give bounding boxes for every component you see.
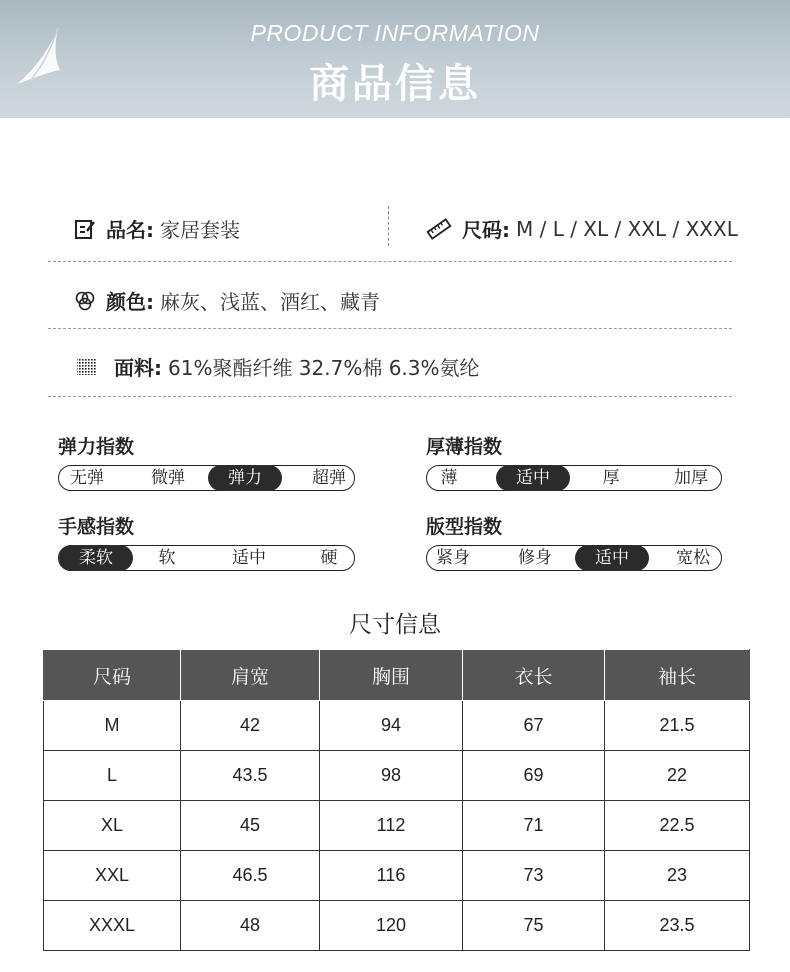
thickness-option: 薄 [440,467,458,488]
thickness-option: 厚 [602,467,620,488]
cell-length: 67 [463,701,605,751]
feel-option: 软 [158,547,176,568]
cell-chest: 112 [320,801,463,851]
divider [48,396,732,397]
thickness-option-selected: 适中 [496,465,570,491]
cell-length: 69 [463,751,605,801]
vertical-divider [388,206,389,246]
elastic-index-scale [58,465,355,491]
size-value: M / L / XL / XXL / XXXL [516,216,738,241]
cell-sleeve: 23.5 [605,901,750,951]
table-row [44,801,750,851]
elastic-option-selected: 弹力 [208,465,282,491]
table-row [44,851,750,901]
header-length: 衣长 [463,650,605,701]
product-name-label: 品名: [106,218,154,242]
header-size: 尺码 [44,650,181,701]
cell-sleeve: 21.5 [605,701,750,751]
cell-sleeve: 22 [605,751,750,801]
cell-size: XXL [44,851,181,901]
cell-size: L [44,751,181,801]
fit-index-title: 版型指数 [426,516,503,538]
banner-title-cn: 商品信息 [309,61,481,107]
fabric-label: 面料: [114,356,162,380]
fabric-texture-icon [74,356,100,378]
cell-length: 75 [463,901,605,951]
cell-chest: 94 [320,701,463,751]
fit-index-scale [426,545,722,571]
thickness-index-title: 厚薄指数 [426,436,503,458]
feel-option: 硬 [320,547,338,568]
thickness-option: 加厚 [674,467,708,488]
ruler-icon [426,218,452,240]
product-name-field [74,214,240,243]
fabric-value: 61%聚酯纤维 32.7%棉 6.3%氨纶 [168,356,480,380]
cell-sleeve: 22.5 [605,801,750,851]
header-sleeve: 袖长 [605,650,750,701]
size-table [43,649,750,951]
cell-chest: 116 [320,851,463,901]
cell-chest: 120 [320,901,463,951]
elastic-index-title: 弹力指数 [58,436,135,458]
cell-shoulder: 48 [181,901,320,951]
feel-option: 适中 [232,547,266,568]
color-circles-icon [74,290,96,312]
header-chest: 胸围 [320,650,463,701]
table-row [44,701,750,751]
cell-shoulder: 43.5 [181,751,320,801]
feel-index-title: 手感指数 [58,516,135,538]
feel-option-selected: 柔软 [59,545,133,571]
table-header-row [44,650,750,701]
elastic-option: 超弹 [312,467,346,488]
thickness-index-scale [426,465,722,491]
cell-size: XL [44,801,181,851]
feel-index-scale [58,545,355,571]
fabric-field [74,352,480,381]
elastic-option: 微弹 [151,467,185,488]
cell-length: 73 [463,851,605,901]
cell-chest: 98 [320,751,463,801]
product-name-value: 家居套装 [160,218,240,242]
fit-option: 宽松 [676,547,710,568]
color-value: 麻灰、浅蓝、酒红、藏青 [160,290,380,314]
fit-option: 紧身 [436,547,470,568]
cell-shoulder: 42 [181,701,320,751]
header-shoulder: 肩宽 [181,650,320,701]
table-row [44,751,750,801]
cell-shoulder: 45 [181,801,320,851]
size-label: 尺码: [462,218,510,242]
divider [48,328,732,329]
size-info-title: 尺寸信息 [349,612,441,638]
banner-title-en: PRODUCT INFORMATION [250,20,540,46]
cell-sleeve: 23 [605,851,750,901]
table-row [44,901,750,951]
cell-length: 71 [463,801,605,851]
edit-note-icon [74,218,96,240]
cell-shoulder: 46.5 [181,851,320,901]
fit-option-selected: 适中 [575,545,649,571]
elastic-option: 无弹 [70,467,104,488]
fit-option: 修身 [518,547,552,568]
color-field [74,286,380,315]
cell-size: M [44,701,181,751]
divider [48,261,732,262]
color-label: 颜色: [106,290,154,314]
cell-size: XXXL [44,901,181,951]
header-banner [0,0,790,118]
size-field [426,214,738,243]
